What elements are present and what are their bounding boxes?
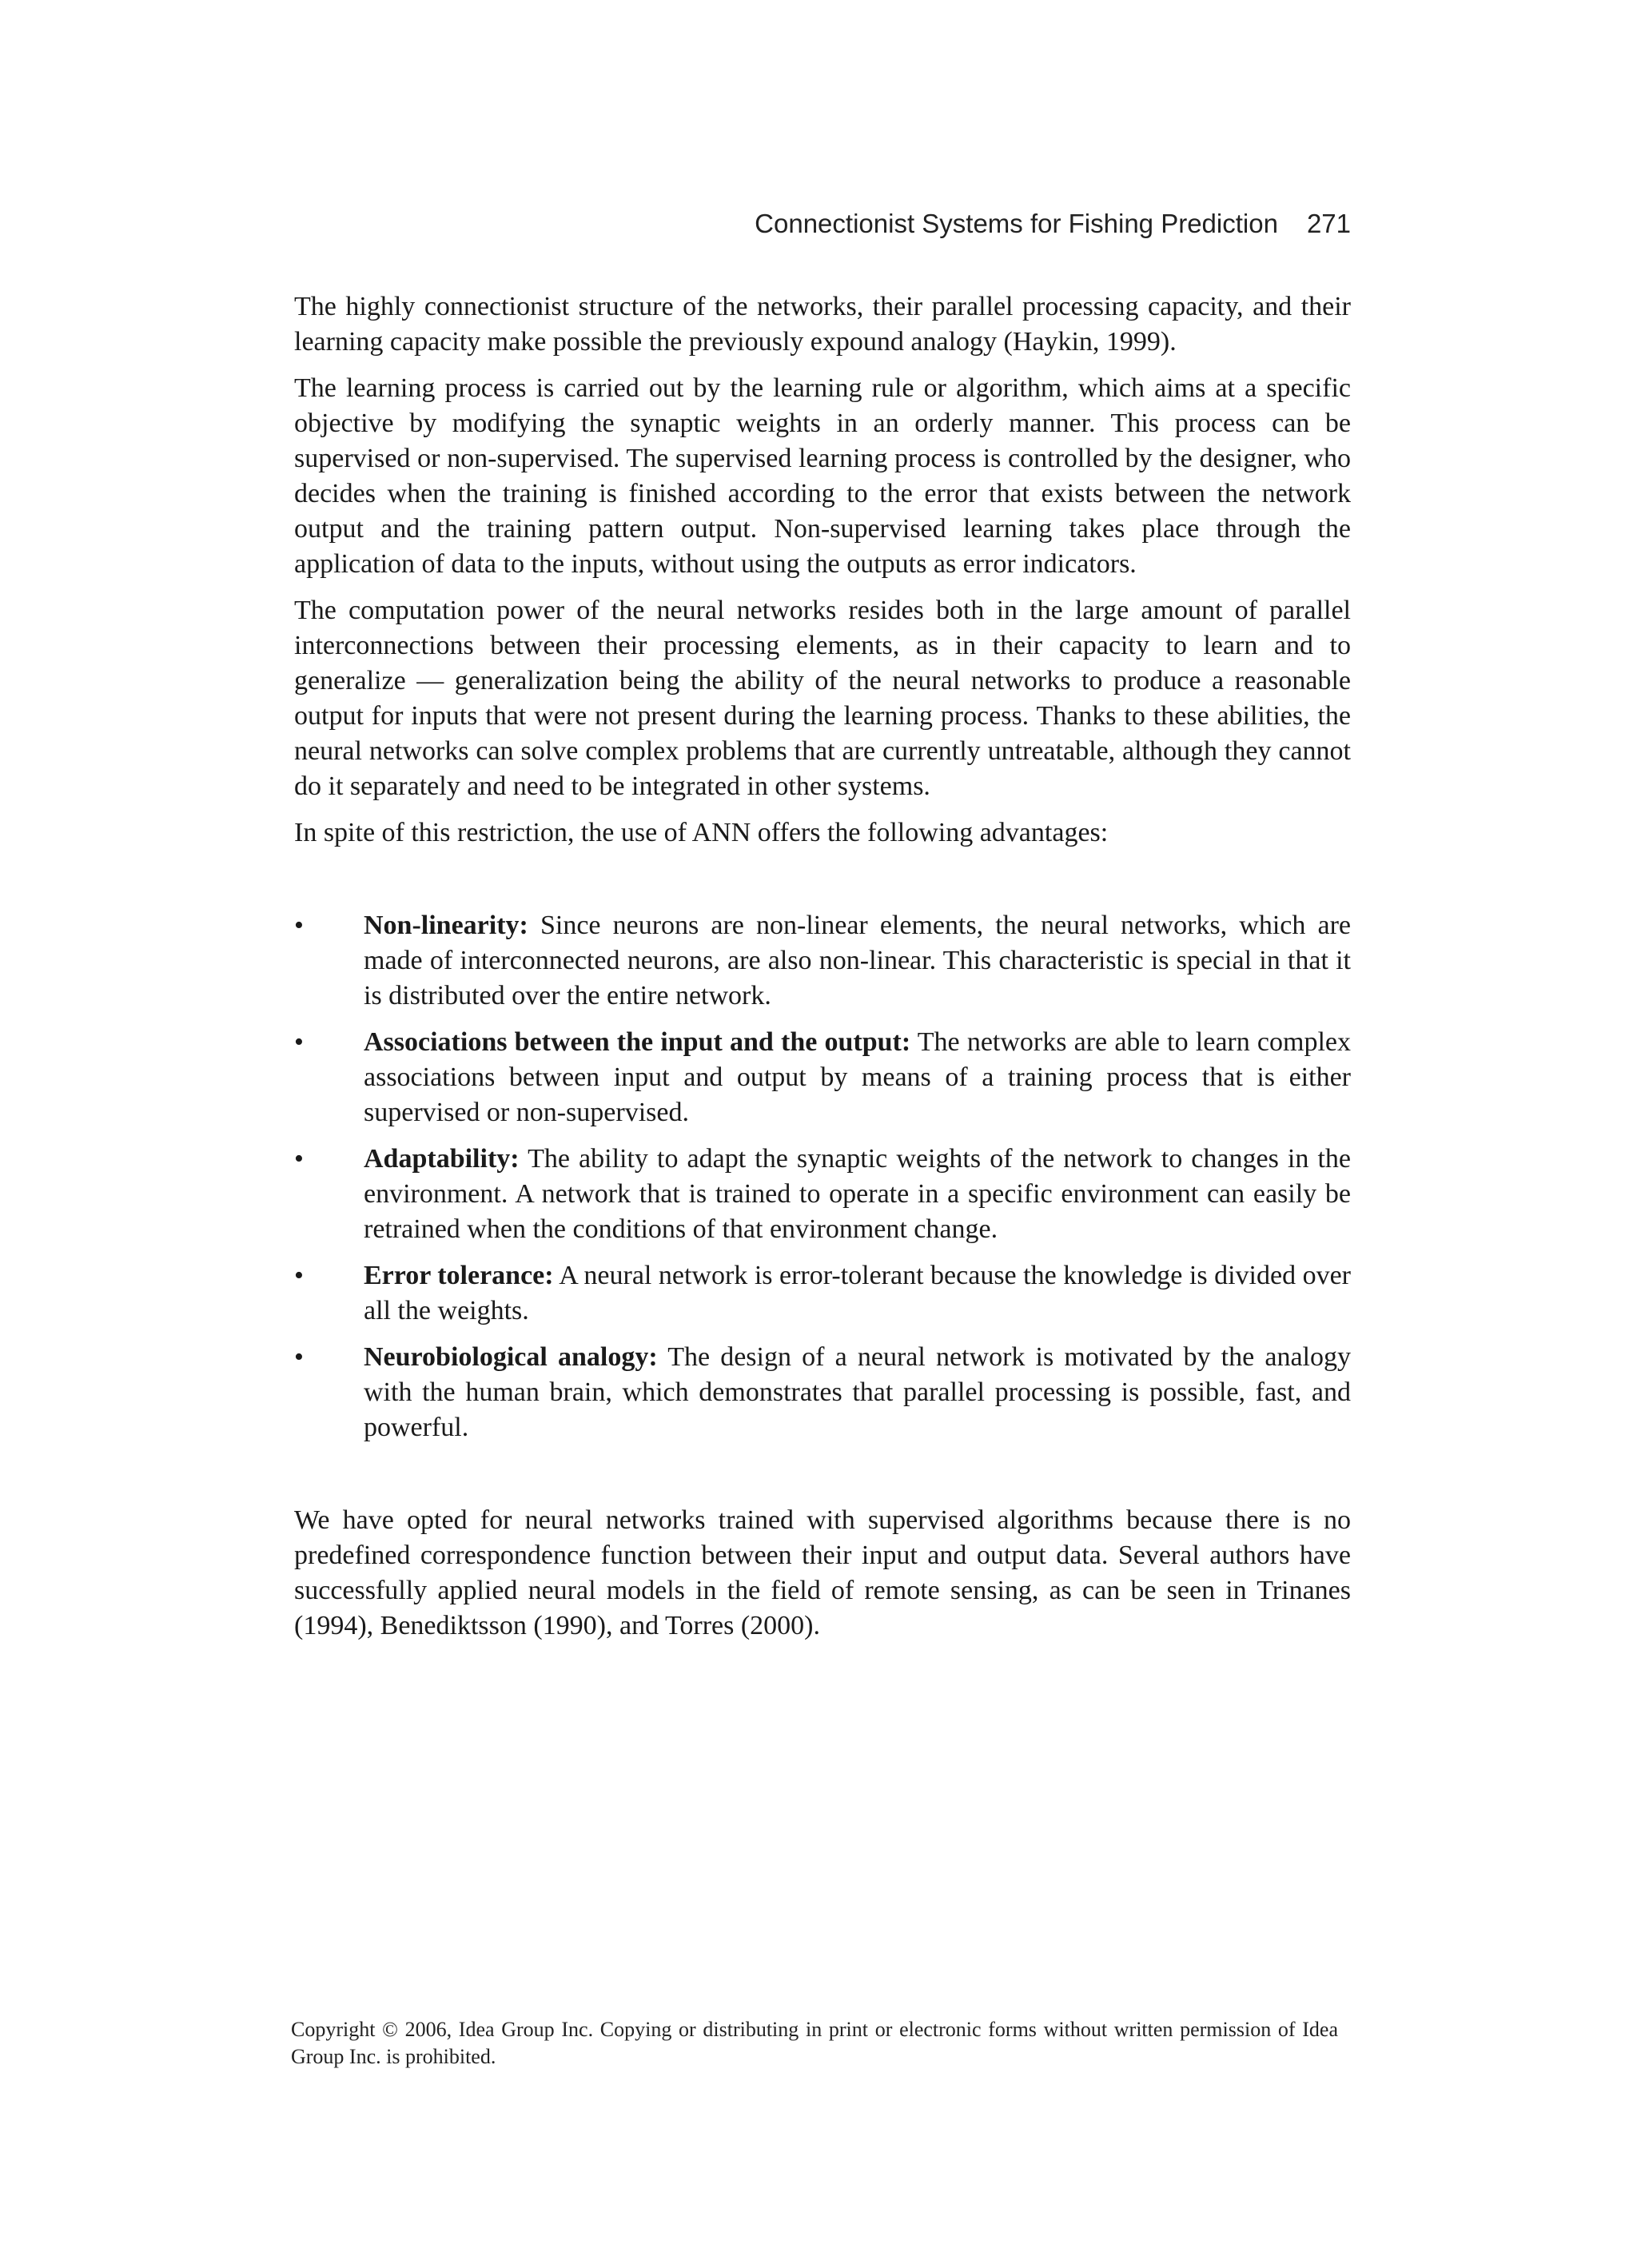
closing-paragraph: We have opted for neural networks trained with supervised algorithms because there is no predefined correspondence function between their input and output data. Several authors have successfully applied neural models in the field of remote sensing, as can be seen in Trinanes (1994), Benediktsson (1990), and Torres (2000).: [294, 1505, 1351, 1640]
bullet-icon: •: [294, 1342, 304, 1372]
bullet-icon: •: [294, 1027, 304, 1057]
paragraph-4: In spite of this restriction, the use of ANN offers the following advantages:: [294, 818, 1109, 847]
advantage-item-associations: [294, 1025, 1351, 1130]
advantage-term: Non-linearity:: [364, 911, 528, 940]
running-header: [0, 208, 1351, 240]
advantage-term: Neurobiological analogy:: [364, 1342, 658, 1372]
running-title: Connectionist Systems for Fishing Prediction: [755, 209, 1278, 238]
advantage-item-non-linearity: [294, 908, 1351, 1014]
advantages-list: [294, 908, 1351, 1445]
paragraph-2: The learning process is carried out by the learning rule or algorithm, which aims at a specific objective by modifying the synaptic weights in an orderly manner. This process can be supervised or non-supervised. The supervised learning process is controlled by the designer, who decides when the training is finished according to the error that exists between the network output and the training pattern output. Non-supervised learning takes place through the application of data to the inputs, without using the outputs as error indicators.: [294, 373, 1351, 579]
advantage-item-neurobiological-analogy: [294, 1340, 1351, 1445]
page-number: 271: [1306, 209, 1351, 238]
paragraph-1: The highly connectionist structure of the networks, their parallel processing capacity, and their learning capacity make possible the previously expound analogy (Haykin, 1999).: [294, 292, 1351, 357]
bullet-icon: •: [294, 911, 304, 940]
bullet-icon: •: [294, 1261, 304, 1290]
advantage-text: Since neurons are non-linear elements, the neural networks, which are made of interconnected neurons, are also non-linear. This characteristic is special in that it is distributed over the entire network.: [364, 911, 1351, 1010]
advantage-text: The ability to adapt the synaptic weights of the network to changes in the environment. A network that is trained to operate in a specific environment can easily be retrained when the conditions of that environment change.: [364, 1144, 1351, 1244]
advantage-text: The networks are able to learn complex associations between input and output by means of a training process that is either supervised or non-supervised.: [364, 1027, 1351, 1127]
advantage-text: A neural network is error-tolerant because the knowledge is divided over all the weights.: [364, 1261, 1351, 1325]
bullet-icon: •: [294, 1144, 304, 1174]
advantage-text: The design of a neural network is motivated by the analogy with the human brain, which demonstrates that parallel processing is possible, fast, and powerful.: [364, 1342, 1351, 1442]
copyright-notice: Copyright © 2006, Idea Group Inc. Copying or distributing in print or electronic forms without written permission of Idea Group Inc. is prohibited.: [291, 2018, 1338, 2068]
page-body: [294, 289, 1351, 1655]
advantage-term: Adaptability:: [364, 1144, 520, 1174]
advantage-item-adaptability: [294, 1142, 1351, 1247]
advantage-term: Associations between the input and the output:: [364, 1027, 911, 1057]
advantage-item-error-tolerance: [294, 1258, 1351, 1329]
paragraph-3: The computation power of the neural networks resides both in the large amount of parallel interconnections between their processing elements, as in their capacity to learn and to generalize — generalization being the ability of the neural networks to produce a reasonable output for inputs that were not present during the learning process. Thanks to these abilities, the neural networks can solve complex problems that are currently untreatable, although they cannot do it separately and need to be integrated in other systems.: [294, 596, 1351, 801]
advantage-term: Error tolerance:: [364, 1261, 554, 1290]
